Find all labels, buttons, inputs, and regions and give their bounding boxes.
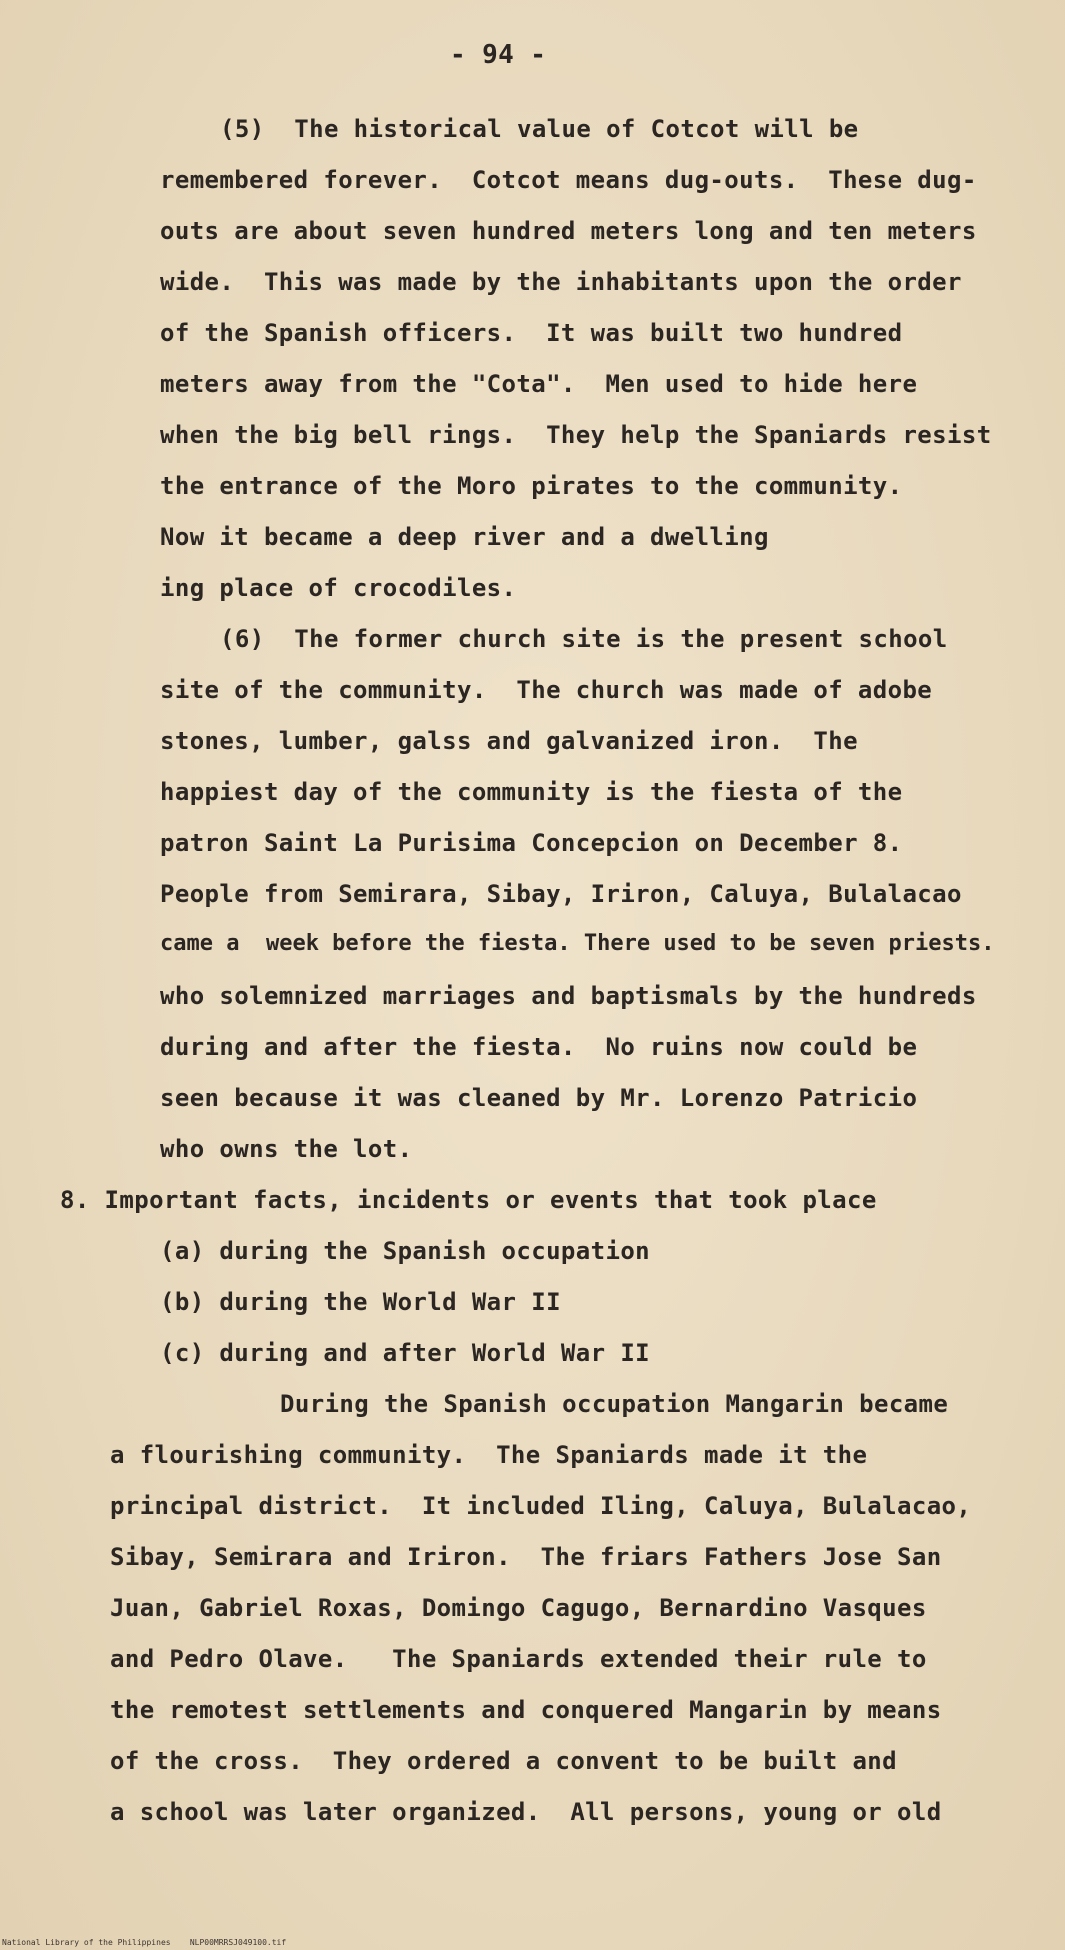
list-item: (c) during and after World War II	[160, 1339, 651, 1367]
text-line: principal district. It included Iling, Caluya, Bulalacao,	[110, 1492, 972, 1520]
text-line: (5) The historical value of Cotcot will be	[220, 115, 859, 143]
text-line: of the cross. They ordered a convent to be built and	[110, 1747, 898, 1775]
text-line: a school was later organized. All persons, young or old	[110, 1798, 942, 1826]
text-line: Sibay, Semirara and Iriron. The friars Fathers Jose San	[110, 1543, 942, 1571]
text-line: (6) The former church site is the present school	[220, 625, 948, 653]
text-line: happiest day of the community is the fiesta of the	[160, 778, 903, 806]
text-line: patron Saint La Purisima Concepcion on December 8.	[160, 829, 903, 857]
text-line: of the Spanish officers. It was built two hundred	[160, 319, 903, 347]
text-line: seen because it was cleaned by Mr. Lorenzo Patricio	[160, 1084, 918, 1112]
scan-footer: National Library of the Philippines NLP00MRRSJ049100.tif	[2, 1938, 287, 1947]
text-line: People from Semirara, Sibay, Iriron, Caluya, Bulalacao	[160, 880, 962, 908]
text-line: when the big bell rings. They help the Spaniards resist	[160, 421, 992, 449]
text-line: Now it became a deep river and a dwelling	[160, 523, 769, 551]
text-line: who owns the lot.	[160, 1135, 413, 1163]
text-line: site of the community. The church was made of adobe	[160, 676, 933, 704]
list-item: (b) during the World War II	[160, 1288, 561, 1316]
text-line: remembered forever. Cotcot means dug-outs. These dug-	[160, 166, 977, 194]
page-number: - 94 -	[450, 40, 547, 70]
text-line: During the Spanish occupation Mangarin became	[280, 1390, 949, 1418]
text-line: the entrance of the Moro pirates to the community.	[160, 472, 903, 500]
text-line: stones, lumber, galss and galvanized iron. The	[160, 727, 858, 755]
text-line: meters away from the "Cota". Men used to hide here	[160, 370, 918, 398]
text-line: wide. This was made by the inhabitants upon the order	[160, 268, 962, 296]
text-line: who solemnized marriages and baptismals by the hundreds	[160, 982, 977, 1010]
text-line: ing place of crocodiles.	[160, 574, 517, 602]
text-line: came a week before the fiesta. There used to be seven priests.	[160, 931, 995, 956]
section-heading: 8. Important facts, incidents or events that took place	[60, 1186, 877, 1214]
text-line: outs are about seven hundred meters long and ten meters	[160, 217, 977, 245]
text-line: a flourishing community. The Spaniards made it the	[110, 1441, 868, 1469]
text-line: during and after the fiesta. No ruins now could be	[160, 1033, 918, 1061]
text-line: and Pedro Olave. The Spaniards extended their rule to	[110, 1645, 927, 1673]
text-line: Juan, Gabriel Roxas, Domingo Cagugo, Bernardino Vasques	[110, 1594, 927, 1622]
text-line: the remotest settlements and conquered Mangarin by means	[110, 1696, 942, 1724]
list-item: (a) during the Spanish occupation	[160, 1237, 651, 1265]
